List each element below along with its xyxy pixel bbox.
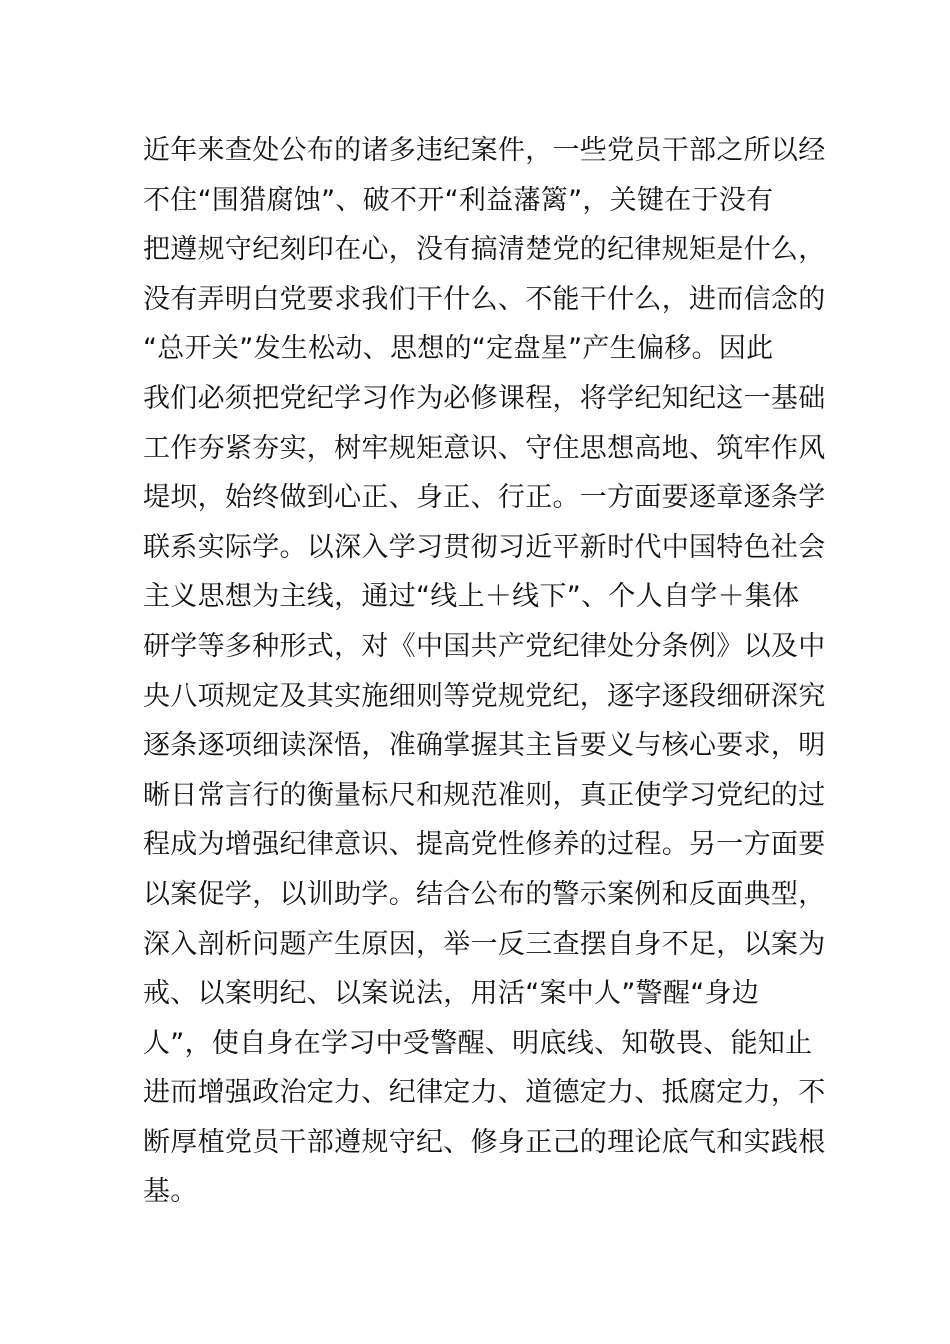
text-line: 研学等多种形式，对《中国共产党纪律处分条例》以及中 xyxy=(143,630,826,662)
text-line: 联系实际学。以深入学习贯彻习近平新时代中国特色社会 xyxy=(143,531,826,563)
body-paragraph xyxy=(143,126,826,1217)
text-line: 晰日常言行的衡量标尺和规范准则，真正使学习党纪的过 xyxy=(143,779,826,811)
text-line: 程成为增强纪律意识、提高党性修养的过程。另一方面要 xyxy=(143,829,826,861)
text-line: 主义思想为主线，通过“线上＋线下”、个人自学＋集体 xyxy=(143,581,800,613)
text-line: 近年来查处公布的诸多违纪案件，一些党员干部之所以经 xyxy=(143,135,826,166)
text-line: 以案促学，以训助学。结合公布的警示案例和反面典型， xyxy=(143,878,826,910)
text-line: 基。 xyxy=(143,1176,198,1208)
text-line: 央八项规定及其实施细则等党规党纪，逐字逐段细研深究 xyxy=(143,680,826,712)
text-line: 把遵规守纪刻印在心，没有搞清楚党的纪律规矩是什么， xyxy=(143,234,826,266)
text-line: 我们必须把党纪学习作为必修课程，将学纪知纪这一基础 xyxy=(143,382,826,414)
text-line: 堤坝，始终做到心正、身正、行正。一方面要逐章逐条学 xyxy=(143,482,826,514)
text-line: 逐条逐项细读深悟，准确掌握其主旨要义与核心要求，明 xyxy=(143,730,826,762)
text-line: 进而增强政治定力、纪律定力、道德定力、抵腐定力，不 xyxy=(143,1077,826,1109)
text-line: 没有弄明白党要求我们干什么、不能干什么，进而信念的 xyxy=(143,283,826,315)
text-line: 不住“围猎腐蚀”、破不开“利益藩篱”，关键在于没有 xyxy=(143,184,774,216)
text-line: 工作夯紧夯实，树牢规矩意识、守住思想高地、筑牢作风 xyxy=(143,432,826,464)
text-line: “总开关”发生松动、思想的“定盘星”产生偏移。因此 xyxy=(143,333,774,365)
text-line: 断厚植党员干部遵规守纪、修身正己的理论底气和实践根 xyxy=(143,1126,826,1158)
text-line: 戒、以案明纪、以案说法，用活“案中人”警醒“身边 xyxy=(143,978,760,1010)
text-line: 人”，使自身在学习中受警醒、明底线、知敬畏、能知止 xyxy=(143,1027,813,1059)
text-line: 深入剖析问题产生原因，举一反三查摆自身不足，以案为 xyxy=(143,928,826,960)
